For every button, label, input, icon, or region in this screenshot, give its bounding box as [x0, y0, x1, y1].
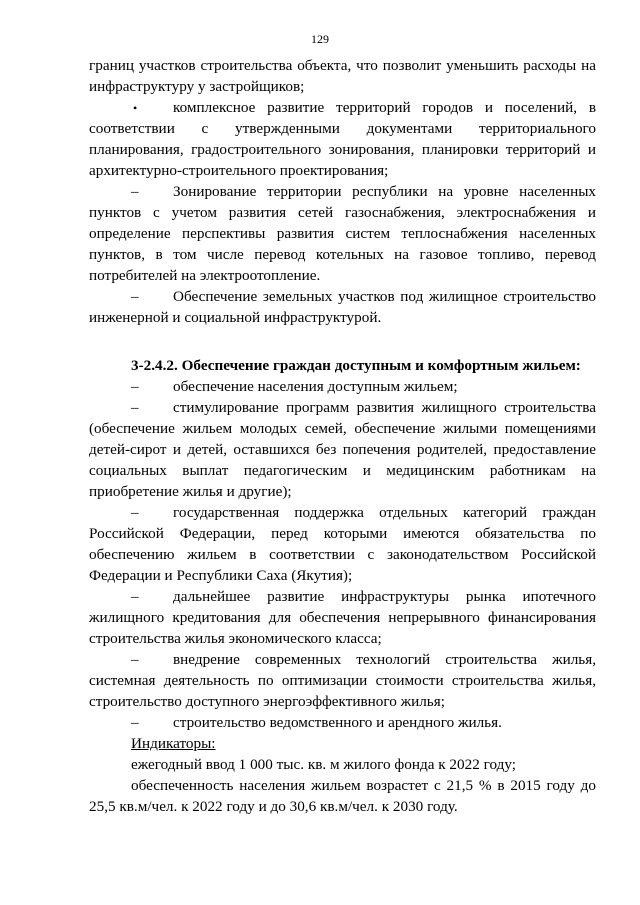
dash-marker: –: [131, 651, 139, 668]
text-line: соответствии с утвержденными документами территориального: [89, 120, 596, 137]
dash-marker: –: [131, 714, 139, 731]
indicators-heading: Индикаторы:: [131, 735, 216, 752]
text-line: потребителей на электроотопление.: [89, 267, 321, 284]
text-line: обеспечение населения доступным жильем;: [173, 378, 458, 395]
page-number: 129: [311, 32, 329, 46]
bullet-marker: •: [133, 101, 138, 115]
text-line: пунктов, в том числе перевод котельных на газовое топливо, перевод: [89, 246, 596, 263]
text-line: жилищного кредитования для обеспечения непрерывного финансирования: [89, 609, 596, 626]
text-line: архитектурно-строительного проектирования;: [89, 162, 389, 179]
text-line: инфраструктуру у застройщиков;: [89, 78, 305, 95]
text-line: обеспечению жильем в соответствии с законодательством Российской: [89, 546, 596, 563]
text-line: социальных выплат педагогическим и медицинским работникам на: [89, 462, 596, 479]
text-line: Обеспечение земельных участков под жилищное строительство: [173, 288, 596, 305]
text-line: строительство доступного энергоэффективного жилья;: [89, 693, 445, 710]
dash-marker: –: [131, 288, 139, 305]
dash-marker: –: [131, 504, 139, 521]
text-line: строительства жилья экономического класса;: [89, 630, 382, 647]
section-heading: 3-2.4.2. Обеспечение граждан доступным и комфортным жильем:: [131, 357, 581, 374]
text-line: Федерации и Республики Саха (Якутия);: [89, 567, 353, 584]
text-line: дальнейшее развитие инфраструктуры рынка ипотечного: [173, 588, 596, 605]
text-line: обеспеченность населения жильем возрастет с 21,5 % в 2015 году до: [131, 777, 596, 794]
text-line: ежегодный ввод 1 000 тыс. кв. м жилого фонда к 2022 году;: [131, 756, 516, 773]
text-line: инженерной и социальной инфраструктурой.: [89, 309, 382, 326]
text-line: (обеспечение жильем молодых семей, обеспечение жилыми помещениями: [89, 420, 596, 437]
dash-marker: –: [131, 378, 139, 395]
text-line: строительство ведомственного и арендного жилья.: [173, 714, 502, 731]
text-line: определение перспективы развития систем теплоснабжения населенных: [89, 225, 596, 242]
dash-marker: –: [131, 399, 139, 416]
text-line: Российской Федерации, перед которыми имеются обязательства по: [89, 525, 596, 542]
dash-marker: –: [131, 183, 139, 200]
text-line: планирования, градостроительного зонирования, планировки территорий и: [89, 141, 596, 158]
dash-marker: –: [131, 588, 139, 605]
text-line: государственная поддержка отдельных категорий граждан: [173, 504, 596, 521]
text-line: пунктов с учетом развития сетей газоснабжения, электроснабжения и: [89, 204, 596, 221]
text-line: внедрение современных технологий строительства жилья,: [173, 651, 596, 668]
text-line: приобретение жилья и другие);: [89, 483, 292, 500]
text-line: границ участков строительства объекта, что позволит уменьшить расходы на: [89, 57, 596, 74]
text-line: Зонирование территории республики на уровне населенных: [173, 183, 596, 200]
text-line: стимулирование программ развития жилищного строительства: [173, 399, 596, 416]
text-line: системная деятельность по оптимизации стоимости строительства жилья,: [89, 672, 596, 689]
text-line: 25,5 кв.м/чел. к 2022 году и до 30,6 кв.м/чел. к 2030 году.: [89, 798, 458, 815]
text-line: детей-сирот и детей, оставшихся без попечения родителей, предоставление: [89, 441, 596, 458]
text-line: комплексное развитие территорий городов и поселений, в: [173, 99, 596, 116]
